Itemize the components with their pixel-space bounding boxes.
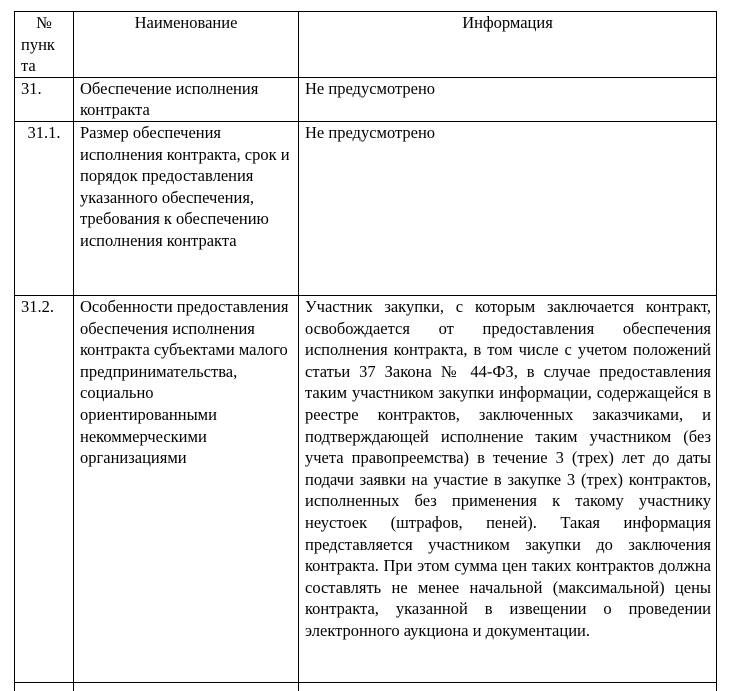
header-number-line3: та: [21, 56, 36, 76]
row-number: 31.2.: [15, 295, 74, 682]
header-info: Информация: [299, 12, 717, 78]
table-row: [15, 121, 717, 295]
row-number: 31.: [15, 77, 74, 121]
table-row: [15, 77, 717, 121]
row-name: Обеспечение исполнения контракта: [74, 77, 299, 121]
requirements-table: [14, 11, 717, 691]
table-row: [15, 295, 717, 682]
row-name: Особенности предоставления обеспечения исполнения контракта субъектами малого предпринимательства, социально ориентированными некоммерческими организациями: [74, 295, 299, 682]
row-info: Участник закупки, с которым заключается контракт, освобождается от предоставления обеспечения исполнения контракта, в том числе с учетом положений статьи 37 Закона № 44-ФЗ, в случае предоставления таким участником закупки информации, содержащейся в реестре контрактов, заключенных заказчиками, и подтверждающей исполнение таким участником (без учета правопреемства) в течение 3 (трех) лет до даты подачи заявки на участие в закупке 3 (трех) контрактов, исполненных без применения к такому участнику неустоек (штрафов, пеней). Такая информация представляется участником закупки до заключения контракта. При этом сумма цен таких контрактов должна составлять не менее начальной (максимальной) цены контракта, указанной в извещении о проведении электронного аукциона и документации.: [299, 295, 717, 682]
row-info: Не предусмотрено: [299, 77, 717, 121]
row-name: Размер обеспечения исполнения контракта, срок и порядок предоставления указанного обеспечения, требования к обеспечению исполнения контракта: [74, 121, 299, 295]
table-header-row: [15, 12, 717, 78]
header-number: [15, 12, 74, 78]
header-name: Наименование: [74, 12, 299, 78]
row-number: 31.1.: [15, 121, 74, 295]
header-number-symbol: №: [36, 13, 52, 32]
header-number-line2: пунк: [21, 34, 55, 54]
row-info: Не предусмотрено: [299, 121, 717, 295]
